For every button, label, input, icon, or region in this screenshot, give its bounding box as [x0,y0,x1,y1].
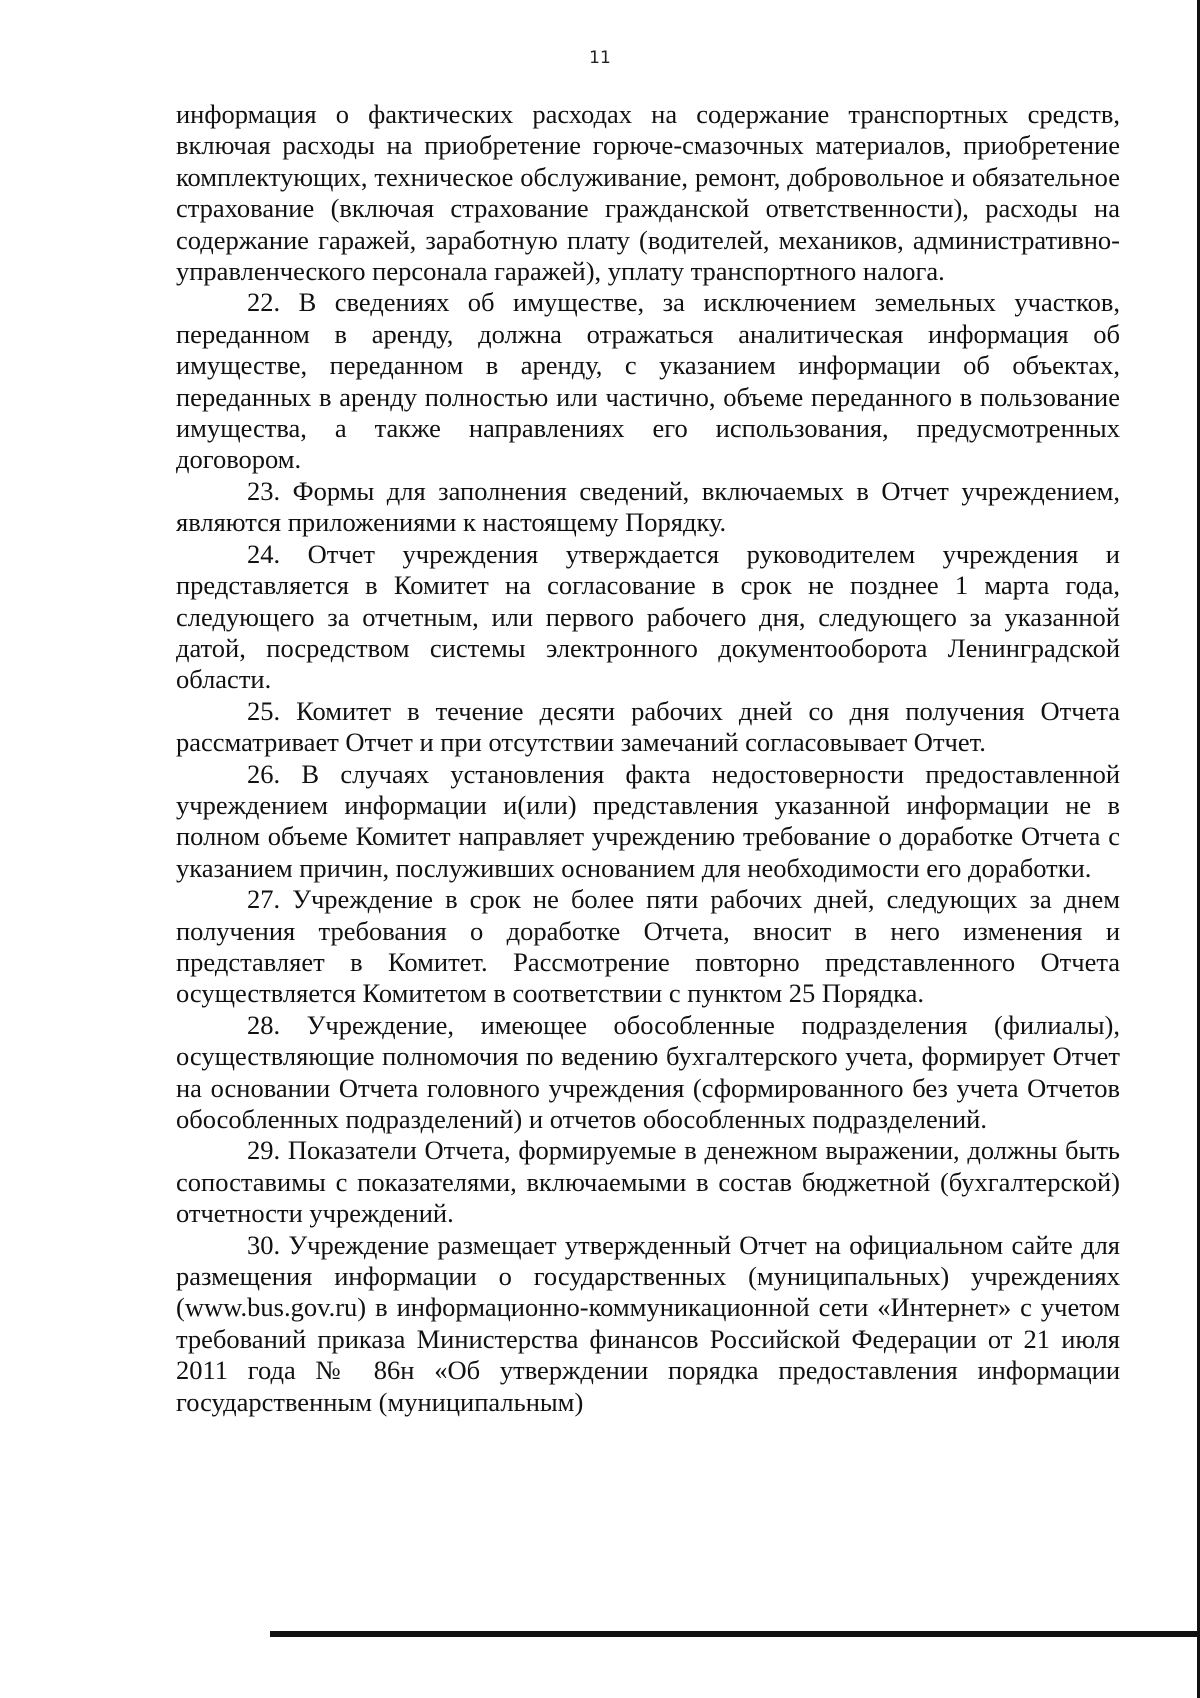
paragraph-item-30: 30. Учреждение размещает утвержденный Отчет на официальном сайте для размещения информации о государственных (муниципальных) учреждениях (www.bus.gov.ru) в информационно-коммуникационной сети «Интернет» с учетом требований приказа Министерства финансов Российской Федерации от 21 июля 2011 года № 86н «Об утверждении порядка предоставления информации государственным (муниципальным) [176,1229,1120,1417]
paragraph-item-27: 27. Учреждение в срок не более пяти рабочих дней, следующих за днем получения требования о доработке Отчета, вносит в него изменения и представляет в Комитет. Рассмотрение повторно представленного Отчета осуществляется Комитетом в соответствии с пунктом 25 Порядка. [176,884,1120,1009]
paragraph-item-28: 28. Учреждение, имеющее обособленные подразделения (филиалы), осуществляющие полномочия по ведению бухгалтерского учета, формирует Отчет на основании Отчета головного учреждения (сформированного без учета Отчетов обособленных подразделений) и отчетов обособленных подразделений. [176,1009,1120,1134]
paragraph-continuation: информация о фактических расходах на содержание транспортных средств, включая расходы на приобретение горюче-смазочных материалов, приобретение комплектующих, техническое обслуживание, ремонт, добровольное и обязательное страхование (включая страхование гражданской ответственности), расходы на содержание гаражей, заработную плату (водителей, механиков, административно-управленческого персонала гаражей), уплату транспортного налога. [176,99,1120,287]
paragraph-item-25: 25. Комитет в течение десяти рабочих дней со дня получения Отчета рассматривает Отчет и при отсутствии замечаний согласовывает Отчет. [176,695,1120,758]
page-number: 11 [589,48,611,68]
document-body [176,99,1120,1418]
paragraph-item-24: 24. Отчет учреждения утверждается руководителем учреждения и представляется в Комитет на согласование в срок не позднее 1 марта года, следующего за отчетным, или первого рабочего дня, следующего за указанной датой, посредством системы электронного документооборота Ленинградской области. [176,538,1120,695]
paragraph-item-22: 22. В сведениях об имуществе, за исключением земельных участков, переданном в аренду, должна отражаться аналитическая информация об имуществе, переданном в аренду, с указанием информации об объектах, переданных в аренду полностью или частично, объеме переданного в пользование имущества, а также направлениях его использования, предусмотренных договором. [176,287,1120,475]
scan-edge-bottom [270,1631,1200,1637]
paragraph-item-29: 29. Показатели Отчета, формируемые в денежном выражении, должны быть сопоставимы с показателями, включаемыми в состав бюджетной (бухгалтерской) отчетности учреждений. [176,1135,1120,1229]
paragraph-item-26: 26. В случаях установления факта недостоверности предоставленной учреждением информации и(или) представления указанной информации не в полном объеме Комитет направляет учреждению требование о доработке Отчета с указанием причин, послуживших основанием для необходимости его доработки. [176,758,1120,883]
paragraph-item-23: 23. Формы для заполнения сведений, включаемых в Отчет учреждением, являются приложениями к настоящему Порядку. [176,475,1120,538]
